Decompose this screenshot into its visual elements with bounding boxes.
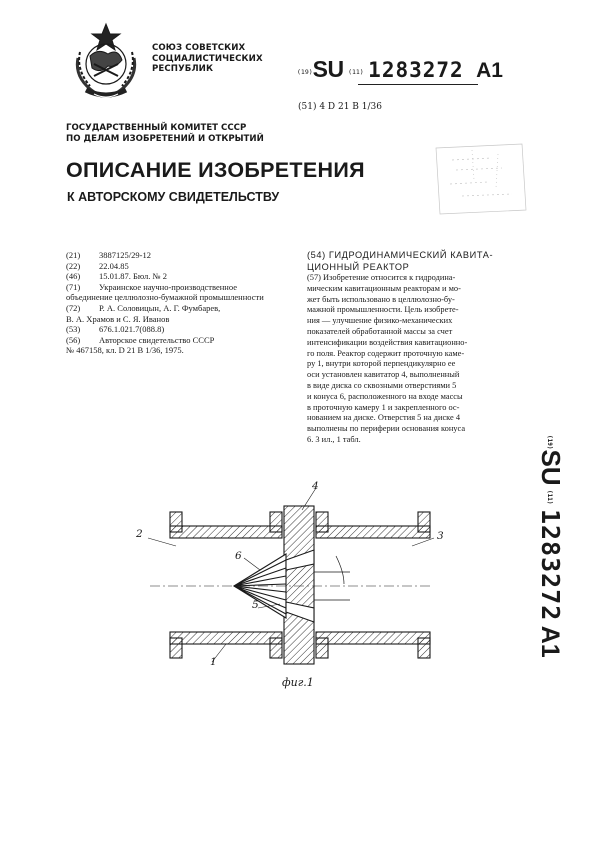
abstract-line: оси установлен кавитатор 4, выполненный [307,370,460,380]
biblio-text: Украинское научно-производственное [99,281,237,292]
label-chamber: 1 [210,656,217,668]
biblio-text: Авторское свидетельство СССР [99,334,215,345]
abstract-line: 6. 3 ил., 1 табл. [307,434,361,444]
abstract-line: го поля. Реактор содержит проточную каме- [307,348,465,358]
biblio-row [66,303,291,314]
biblio-row [66,250,291,261]
label-inlet: 2 [136,528,143,540]
number-tag: (11) [348,68,364,76]
biblio-code: (21) [66,250,81,260]
abstract-line: интенсификации воздействия кавитационно- [307,337,468,347]
abstract-text [307,273,532,446]
kind-code: A1 [476,59,503,82]
invention-abstract-column [307,250,532,446]
biblio-code: (46) [66,271,81,282]
patent-number: 1283272 [368,58,464,82]
biblio-row [66,271,291,282]
side-country-tag: (19) [546,435,553,450]
figure-caption: фиг.1 [282,676,314,689]
number-underline [358,84,478,85]
label-cone: 6 [235,550,242,562]
publication-number [297,56,503,83]
invention-title-line: (54) ГИДРОДИНАМИЧЕСКИЙ КАВИТА- [307,250,494,260]
biblio-text: 22.04.85 [99,260,129,271]
side-publication-number [526,435,566,695]
reactor-drawing [130,480,440,690]
committee [66,123,264,144]
committee-line: ГОСУДАРСТВЕННЫЙ КОМИТЕТ СССР [66,123,247,133]
side-country-code: SU [536,449,566,486]
union-name-line: РЕСПУБЛИК [152,64,214,74]
country-code: SU [312,56,344,82]
biblio-continuation: В. А. Храмов и С. Я. Иванов [66,313,170,324]
abstract-line: мическим кавитационным реакторам и мо- [307,283,461,293]
invention-title-line: ЦИОННЫЙ РЕАКТОР [307,261,410,272]
biblio-text: 15.01.87. Бюл. № 2 [99,271,167,282]
biblio-code: (22) [66,260,81,271]
biblio-code: (53) [66,324,81,335]
document-title: ОПИСАНИЕ ИЗОБРЕТЕНИЯ [66,158,365,182]
committee-line: ПО ДЕЛАМ ИЗОБРЕТЕНИЙ И ОТКРЫТИЙ [66,133,264,144]
abstract-line: выполнены по периферии основания конуса [307,424,466,434]
side-patent-number: 1283272 [536,508,565,622]
biblio-text: Р. А. Соловицын, А. Г. Фумбарев, [99,302,221,313]
abstract-line: показателей обработанной массы за счет [307,326,453,336]
biblio-text: 676.1.021.7(088.8) [99,324,165,335]
biblio-text: 3887125/29-12 [99,250,151,260]
biblio-code: (56) [66,334,81,345]
biblio-continuation: объединение целлюлозно-бумажной промышленности [66,292,264,303]
abstract-line: жет быть использовано в целлюлозно-бу- [307,294,455,304]
abstract-line: и конуса 6, расположенного на входе массы [307,391,463,401]
biblio-row [66,324,291,335]
abstract-line: в проточную камеру 1 и закрепленного ос- [307,402,460,412]
abstract-line: в виде диска со сквозными отверстиями 5 [307,380,457,390]
union-name-line: СОЮЗ СОВЕТСКИХ [152,43,246,53]
union-name-line: СОЦИАЛИСТИЧЕСКИХ [152,53,263,64]
biblio-row [66,261,291,272]
document-subtitle: К АВТОРСКОМУ СВИДЕТЕЛЬСТВУ [67,190,280,204]
abstract-line: ру 1, внутри которой перпендикулярно ее [307,359,456,369]
label-outlet: 3 [437,530,444,542]
bibliographic-data [66,250,291,356]
abstract-line: нованием на диске. Отверстия 5 на диске 4 [307,413,461,423]
side-kind-code: A1 [536,625,564,658]
library-stamp [432,140,532,218]
biblio-code: (72) [66,302,81,313]
abstract-line: мажной промышленности. Цель изобрете- [307,305,459,315]
side-number-tag: (11) [546,490,553,505]
ussr-emblem [64,18,148,102]
country-tag: (19) [297,68,313,76]
biblio-code: (71) [66,281,81,292]
abstract-line: ния — улучшение физико-механических [307,316,453,326]
biblio-row [66,335,291,346]
label-holes: 5 [252,599,259,611]
label-disk: 4 [312,480,319,492]
invention-title [307,250,532,273]
ipc-class: (51) 4 D 21 B 1/36 [298,102,382,112]
biblio-continuation: № 467158, кл. D 21 B 1/36, 1975. [66,345,184,356]
abstract-line: (57) Изобретение относится к гидродина- [307,273,456,282]
biblio-row [66,282,291,293]
union-name [152,43,263,75]
